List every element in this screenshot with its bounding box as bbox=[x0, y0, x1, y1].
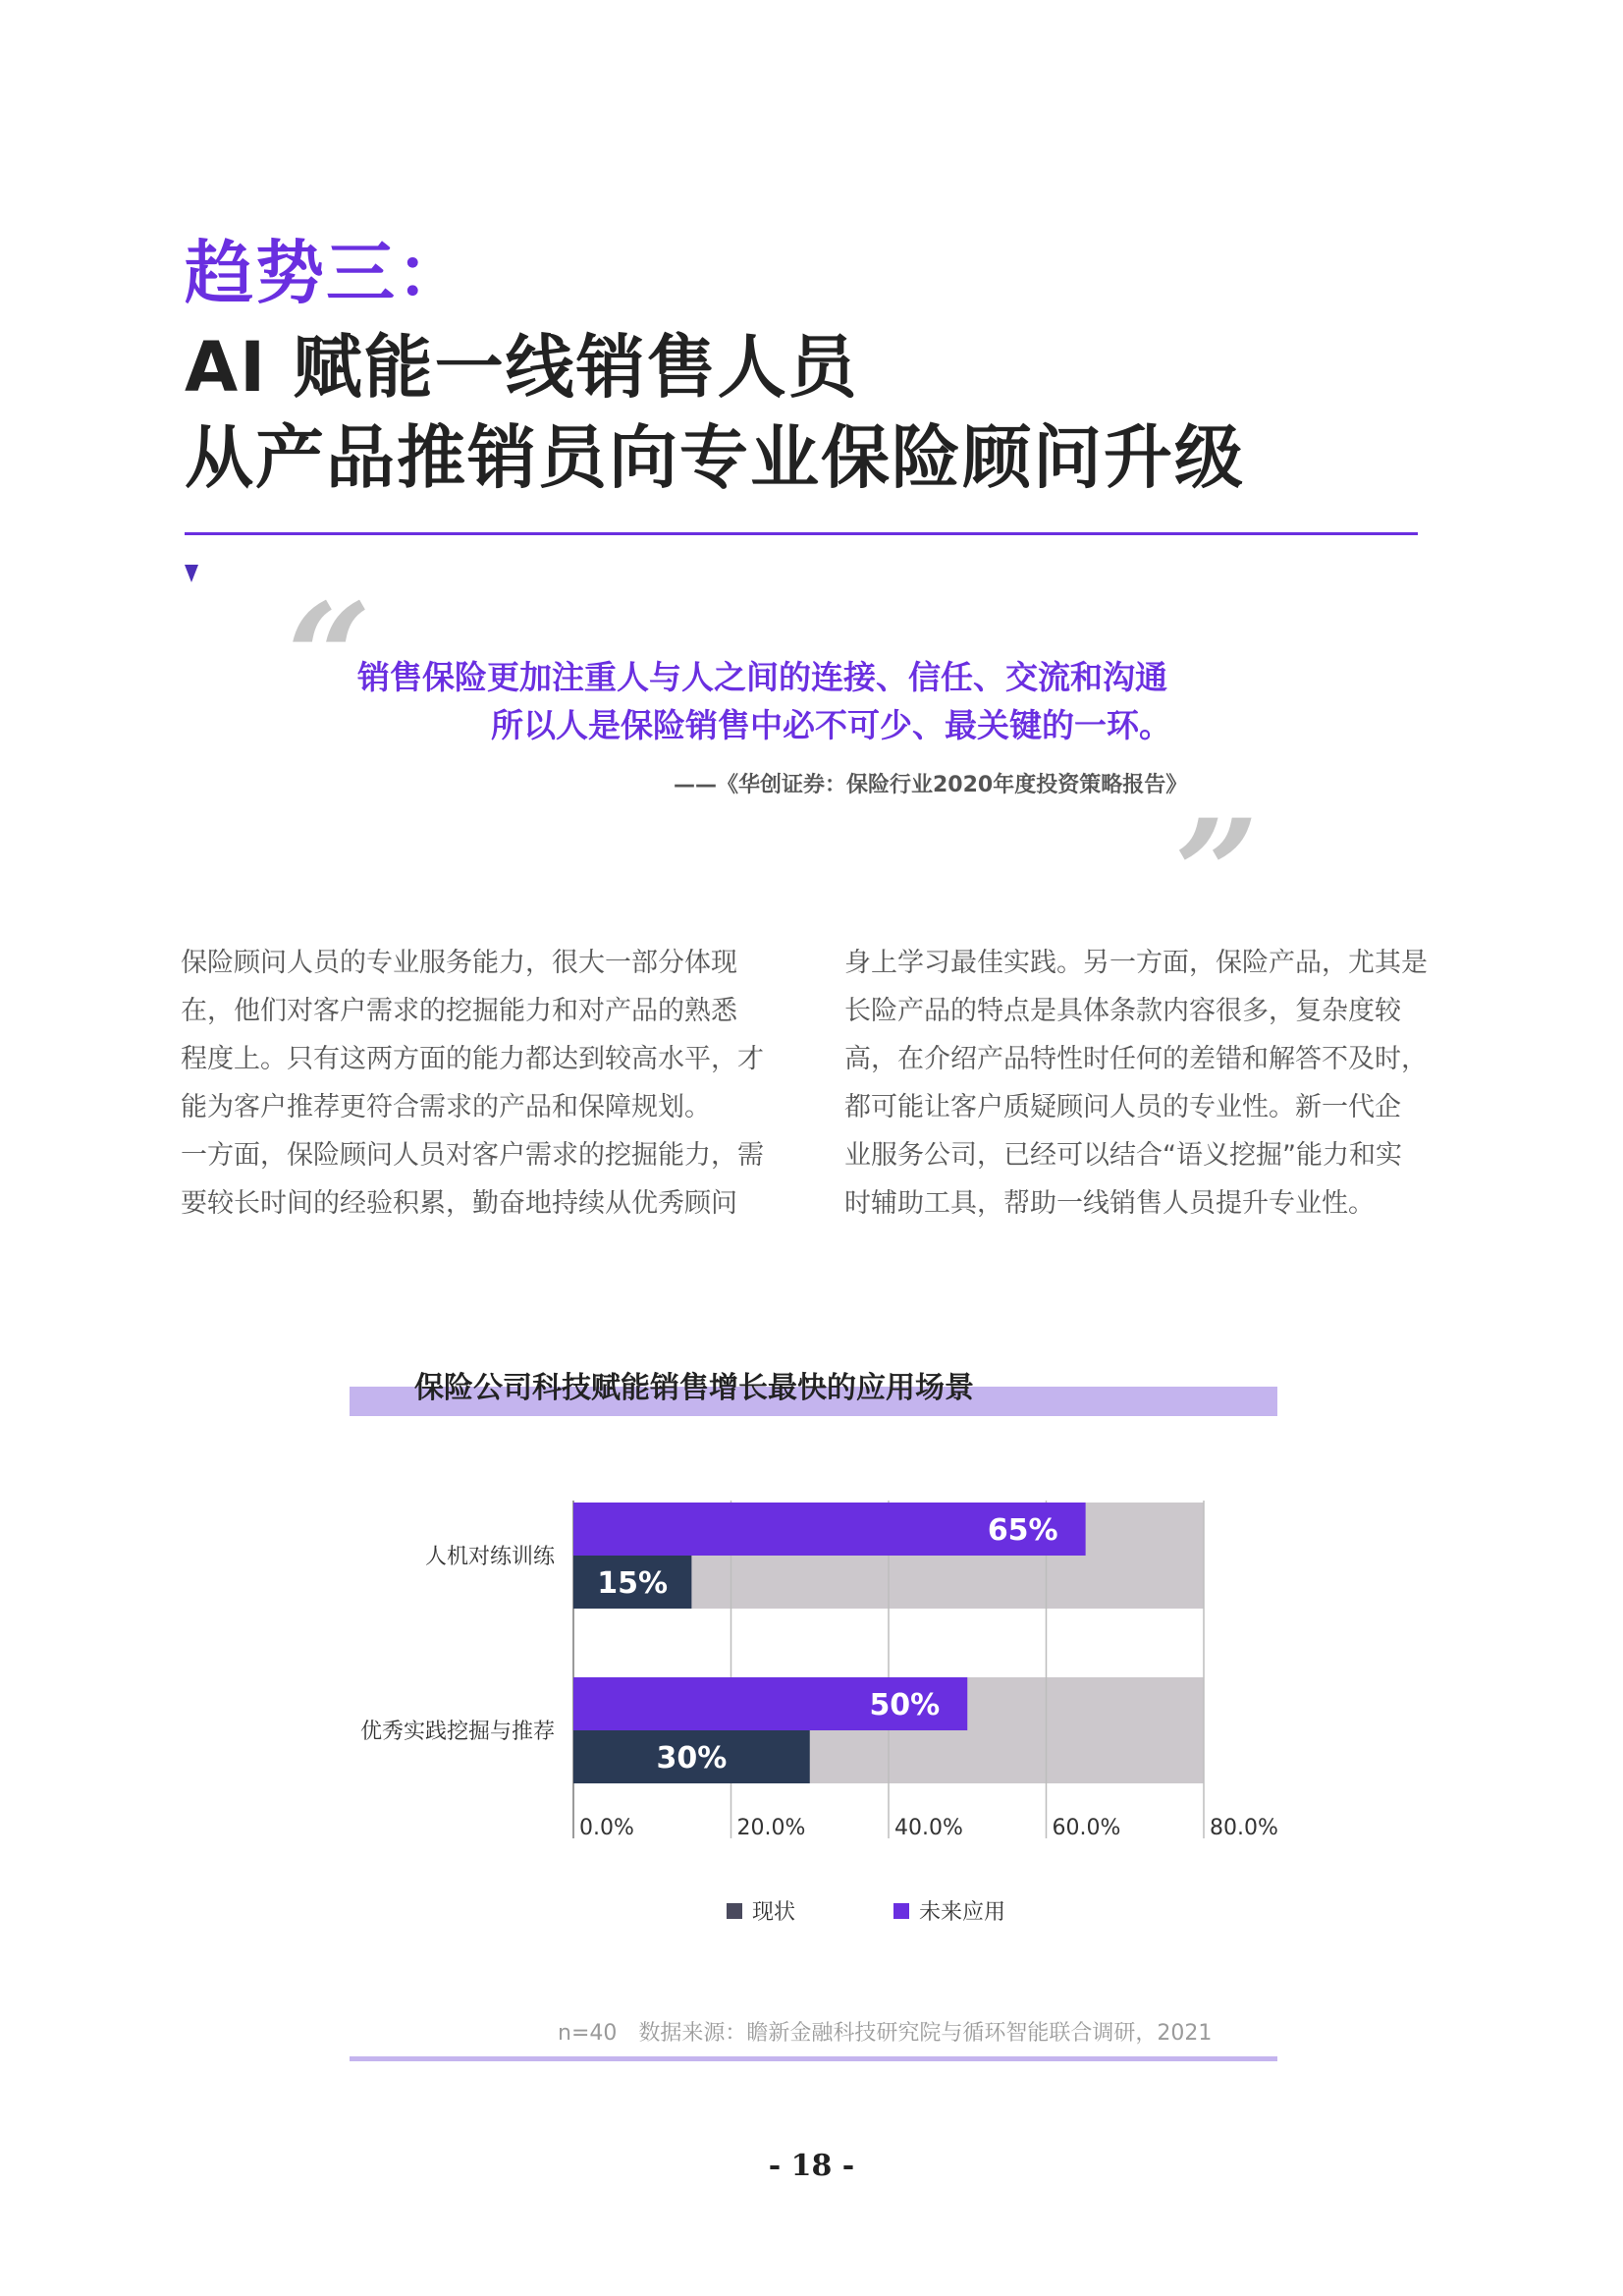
trend-label: 趋势三： bbox=[185, 233, 467, 313]
data-label-future: 65% bbox=[987, 1513, 1058, 1548]
quote-line-1: 销售保险更加注重人与人之间的连接、信任、交流和沟通 bbox=[357, 658, 1167, 696]
body-line: 身上学习最佳实践。另一方面，保险产品，尤其是 bbox=[844, 948, 1428, 978]
chart-footnote bbox=[558, 2016, 1212, 2047]
body-line: 业服务公司，已经可以结合“语义挖掘”能力和实 bbox=[844, 1140, 1402, 1171]
legend-label-current: 现状 bbox=[752, 1900, 796, 1925]
legend-swatch-future bbox=[893, 1903, 909, 1919]
open-quote-icon: “ bbox=[287, 572, 372, 744]
data-label-current: 15% bbox=[597, 1566, 669, 1601]
data-label-future: 50% bbox=[869, 1688, 941, 1722]
body-line: 都可能让客户质疑顾问人员的专业性。新一代企 bbox=[844, 1092, 1401, 1122]
category-label: 人机对练训练 bbox=[424, 1545, 555, 1569]
body-line: 高，在介绍产品特性时任何的差错和解答不及时， bbox=[844, 1044, 1428, 1074]
x-tick-label: 40.0% bbox=[894, 1816, 963, 1840]
legend-item-current bbox=[727, 1895, 795, 1926]
x-tick-label: 0.0% bbox=[579, 1816, 634, 1840]
body-line: 时辅助工具，帮助一线销售人员提升专业性。 bbox=[844, 1188, 1375, 1219]
footnote-divider bbox=[350, 2056, 1277, 2061]
sample-size: n=40 bbox=[558, 2021, 618, 2046]
page-number: - 18 - bbox=[768, 2149, 855, 2183]
data-label-current: 30% bbox=[656, 1741, 728, 1776]
quote-source: ——《华创证券：保险行业2020年度投资策略报告》 bbox=[674, 773, 1188, 797]
body-line: 能为客户推荐更符合需求的产品和保障规划。 bbox=[181, 1092, 711, 1122]
body-line: 一方面，保险顾问人员对客户需求的挖掘能力，需 bbox=[181, 1140, 764, 1171]
chart-title: 保险公司科技赋能销售增长最快的应用场景 bbox=[414, 1371, 974, 1405]
close-quote-icon: ” bbox=[1174, 788, 1260, 960]
body-line: 长险产品的特点是具体条款内容很多，复杂度较 bbox=[844, 996, 1401, 1026]
body-line: 保险顾问人员的专业服务能力，很大一部分体现 bbox=[181, 948, 737, 978]
data-source: 数据来源：瞻新金融科技研究院与循环智能联合调研，2021 bbox=[638, 2021, 1213, 2046]
x-tick-label: 80.0% bbox=[1210, 1816, 1278, 1840]
category-label: 优秀实践挖掘与推荐 bbox=[359, 1720, 555, 1744]
x-tick-label: 20.0% bbox=[736, 1816, 806, 1840]
legend-label-future: 未来应用 bbox=[919, 1900, 1006, 1925]
legend-item-future bbox=[893, 1895, 1005, 1926]
body-line: 在，他们对客户需求的挖掘能力和对产品的熟悉 bbox=[181, 996, 737, 1026]
body-line: 程度上。只有这两方面的能力都达到较高水平，才 bbox=[181, 1044, 764, 1074]
body-line: 要较长时间的经验积累，勤奋地持续从优秀顾问 bbox=[181, 1188, 737, 1219]
x-tick-label: 60.0% bbox=[1052, 1816, 1121, 1840]
legend-swatch-current bbox=[727, 1903, 742, 1919]
heading-line-1: AI 赋能一线销售人员 bbox=[185, 327, 859, 408]
heading-line-2: 从产品推销员向专业保险顾问升级 bbox=[185, 417, 1245, 498]
quote-line-2: 所以人是保险销售中必不可少、最关键的一环。 bbox=[491, 706, 1171, 744]
